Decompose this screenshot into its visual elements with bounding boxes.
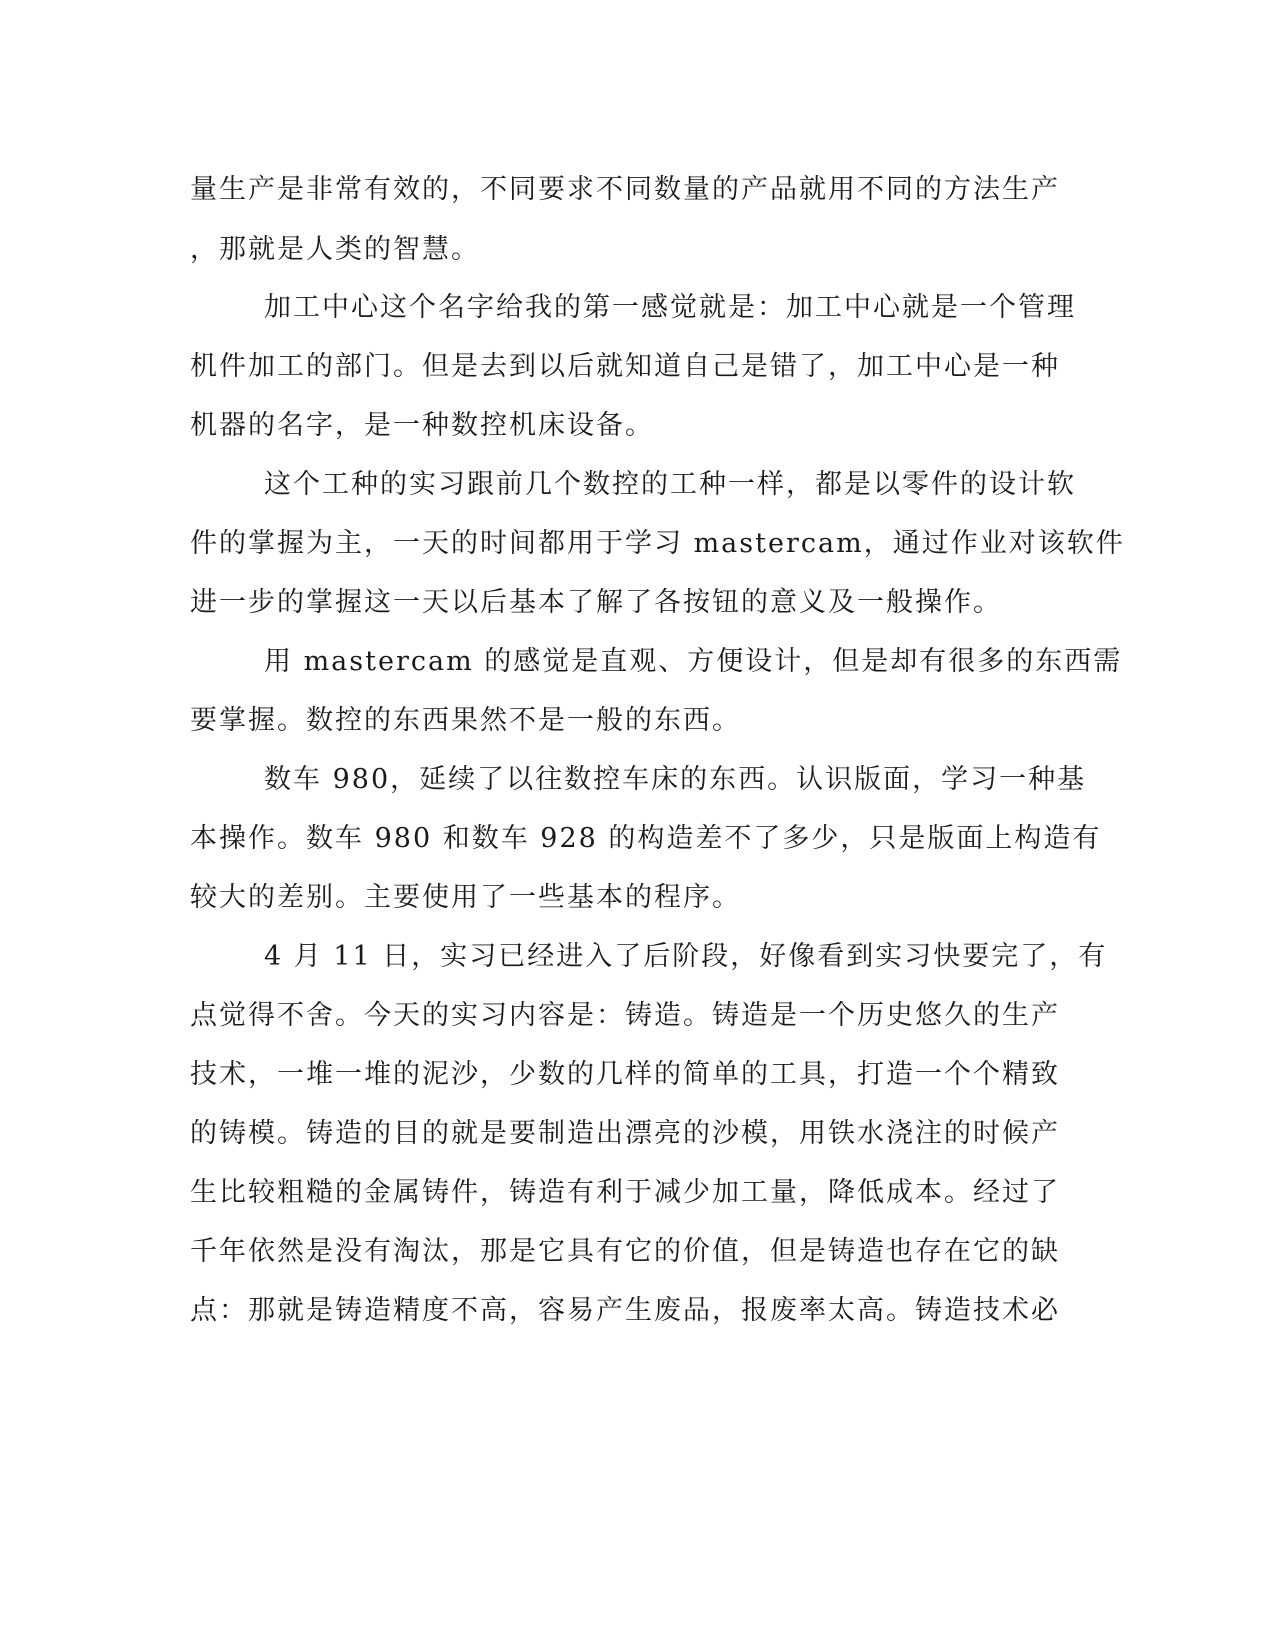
- text-line: 点：那就是铸造精度不高，容易产生废品，报废率太高。铸造技术必: [190, 1295, 1060, 1326]
- text-line: 的铸模。铸造的目的就是要制造出漂亮的沙模，用铁水浇注的时候产: [190, 1118, 1060, 1149]
- text-line: 技术，一堆一堆的泥沙，少数的几样的简单的工具，打造一个个精致: [190, 1059, 1060, 1090]
- paragraph-first-line: 4 月 11 日，实习已经进入了后阶段，好像看到实习快要完了，有: [264, 941, 1108, 972]
- text-line: 机件加工的部门。但是去到以后就知道自己是错了，加工中心是一种: [190, 351, 1060, 382]
- text-line: 生比较粗糙的金属铸件，铸造有利于减少加工量，降低成本。经过了: [190, 1177, 1060, 1208]
- paragraph-first-line: 加工中心这个名字给我的第一感觉就是：加工中心就是一个管理: [264, 292, 1076, 323]
- text-line: 千年依然是没有淘汰，那是它具有它的价值，但是铸造也存在它的缺: [190, 1236, 1060, 1267]
- text-line: ，那就是人类的智慧。: [190, 234, 480, 265]
- text-line: 较大的差别。主要使用了一些基本的程序。: [190, 882, 741, 913]
- text-line: 件的掌握为主，一天的时间都用于学习 mastercam，通过作业对该软件: [190, 528, 1125, 559]
- paragraph-first-line: 用 mastercam 的感觉是直观、方便设计，但是却有很多的东西需: [264, 646, 1123, 677]
- text-line: 点觉得不舍。今天的实习内容是：铸造。铸造是一个历史悠久的生产: [190, 1000, 1060, 1031]
- text-line: 进一步的掌握这一天以后基本了解了各按钮的意义及一般操作。: [190, 587, 1002, 618]
- paragraph-first-line: 数车 980，延续了以往数控车床的东西。认识版面，学习一种基: [264, 764, 1087, 795]
- text-line: 机器的名字，是一种数控机床设备。: [190, 410, 654, 441]
- text-line: 量生产是非常有效的，不同要求不同数量的产品就用不同的方法生产: [190, 174, 1060, 205]
- text-line: 本操作。数车 980 和数车 928 的构造差不了多少，只是版面上构造有: [190, 823, 1102, 854]
- paragraph-first-line: 这个工种的实习跟前几个数控的工种一样，都是以零件的设计软: [264, 469, 1076, 500]
- text-line: 要掌握。数控的东西果然不是一般的东西。: [190, 705, 741, 736]
